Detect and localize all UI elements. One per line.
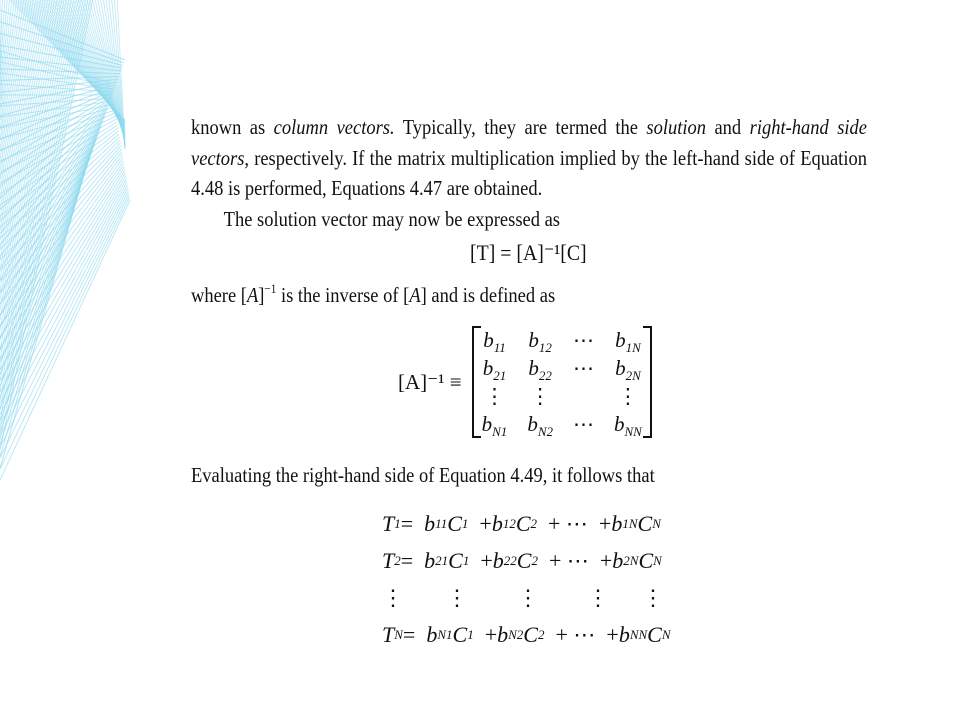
matrix-cell: $b_{22}$ bbox=[528, 355, 552, 383]
vertical-dots: ⋮ bbox=[587, 584, 609, 610]
line-where: where $[A]^{-1}$ is the inverse of [A] and is defined as bbox=[191, 281, 556, 307]
equation-system bbox=[382, 505, 671, 653]
vertical-dots: ⋮ bbox=[517, 584, 539, 610]
matrix-row bbox=[472, 326, 652, 354]
equation-solution: [T] = [A]⁻¹[C] bbox=[470, 240, 587, 265]
matrix-lhs: [A]⁻¹ ≡ bbox=[398, 369, 462, 394]
matrix-body bbox=[472, 326, 652, 438]
matrix-cell bbox=[563, 382, 604, 410]
system-row bbox=[382, 579, 671, 616]
matrix-definition bbox=[398, 326, 652, 438]
matrix-cell: $b_{1N}$ bbox=[615, 327, 641, 355]
system-row: T 2 = b 21 C 1 + b 22 C 2 + ⋯ + b 2N C N bbox=[382, 547, 662, 573]
system-row: T N = b N1 C 1 + b N2 C 2 + ⋯ + b NN C N bbox=[382, 621, 671, 647]
wireframe-line bbox=[0, 182, 127, 414]
matrix-cell: ⋮ bbox=[483, 383, 505, 408]
system-row: T 1 = b 11 C 1 + b 12 C 2 + ⋯ + b 1N C N bbox=[382, 510, 661, 536]
line-evaluating: Evaluating the right-hand side of Equation 4.49, it follows that bbox=[191, 463, 655, 487]
matrix-row bbox=[472, 382, 652, 410]
matrix-cell: ⋯ bbox=[572, 355, 594, 380]
matrix-row bbox=[472, 410, 652, 438]
matrix bbox=[472, 326, 652, 438]
matrix-cell: $b_{21}$ bbox=[482, 355, 507, 383]
matrix-cell: ⋮ bbox=[617, 383, 639, 408]
matrix-cell: $b_{2N}$ bbox=[615, 355, 641, 383]
right-bracket bbox=[643, 326, 652, 438]
matrix-cell: $b_{N1}$ bbox=[481, 411, 508, 439]
matrix-cell: ⋯ bbox=[572, 411, 594, 436]
paragraph-1: known as column vectors. Typically, they are termed the solution and right-hand side vectors, respectively. If the matrix multiplication implied by the left-hand side of Equation 4.48 is performed, Equations 4.47 are obtained. bbox=[191, 115, 867, 200]
matrix-row bbox=[472, 354, 652, 382]
vertical-dots: ⋮ bbox=[382, 584, 404, 610]
matrix-cell: $b_{NN}$ bbox=[613, 411, 642, 439]
matrix-cell: ⋯ bbox=[572, 327, 594, 352]
matrix-cell: $b_{11}$ bbox=[483, 327, 506, 355]
body-text bbox=[191, 112, 867, 234]
vertical-dots: ⋮ bbox=[642, 584, 664, 610]
left-bracket bbox=[472, 326, 481, 438]
vertical-dots: ⋮ bbox=[446, 584, 468, 610]
matrix-cell: ⋮ bbox=[529, 383, 551, 408]
matrix-cell: $b_{12}$ bbox=[528, 327, 552, 355]
paragraph-2: The solution vector may now be expressed as bbox=[223, 206, 561, 231]
matrix-cell: $b_{N2}$ bbox=[527, 411, 553, 439]
